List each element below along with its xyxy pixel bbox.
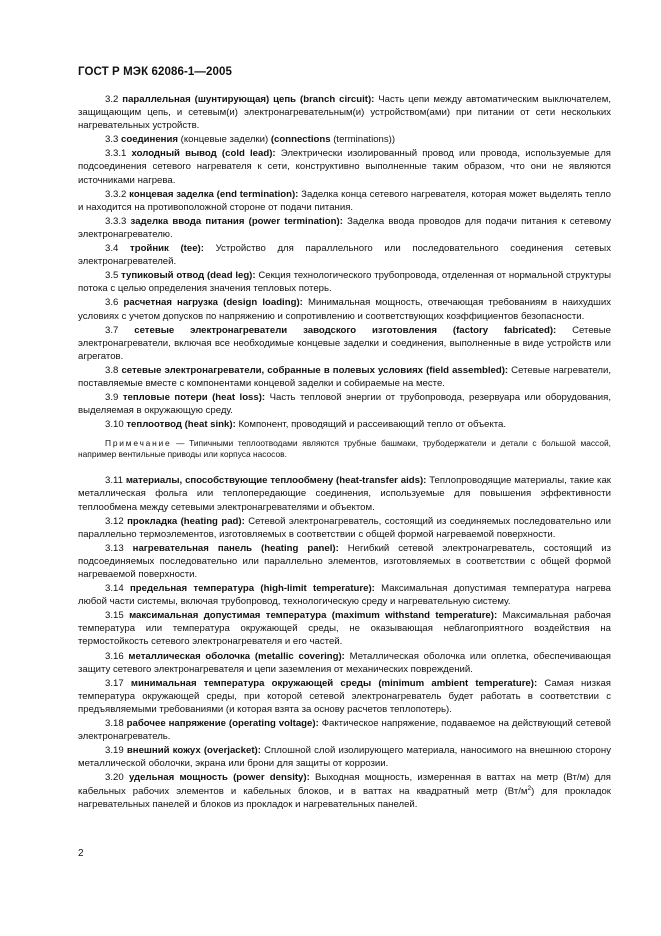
entry-definition: Сетевые электронагреватели, включая все необходимые концевые заделки и соединения, выполненные в виде устройств или агрегатов. bbox=[78, 324, 612, 362]
entry-3-16 bbox=[78, 650, 611, 676]
entry-term: сетевые электронагреватели, собранные в полевых условиях (field assembled): bbox=[121, 364, 509, 376]
entry-term: предельная температура (high-limit temperature): bbox=[129, 583, 375, 595]
entry-number: 3.5 bbox=[105, 270, 119, 282]
entry-definition-english: (terminations)) bbox=[330, 134, 396, 146]
entry-definition: Устройство для параллельного или последовательного соединения сетевых электронагревателей. bbox=[78, 243, 611, 268]
entry-term: тройник (tee): bbox=[130, 243, 204, 255]
entry-definition: Минимальная мощность, отвечающая требованиям в наихудших условиях с учетом допусков по напряжению и сопротивлению и соответствующих коэффициентов безопасности. bbox=[78, 297, 611, 322]
entry-term: материалы, способствующие теплообмену (heat-transfer aids): bbox=[125, 475, 427, 487]
entry-number: 3.20 bbox=[105, 772, 124, 784]
entry-3-18 bbox=[78, 717, 611, 743]
entry-term: прокладка (heating pad): bbox=[127, 515, 245, 527]
entry-number: 3.6 bbox=[105, 297, 119, 309]
entry-number: 3.3.3 bbox=[105, 215, 127, 227]
entry-number: 3.4 bbox=[105, 243, 119, 255]
entry-number: 3.3.2 bbox=[105, 188, 127, 200]
entry-term: внешний кожух (overjacket): bbox=[126, 745, 261, 757]
entry-definition: Максимальная рабочая температура или температура окружающей среды, не оказывающая неблагоприятного воздействия на термостойкость сетевого электронагревателя и его частей. bbox=[78, 610, 612, 648]
entry-number: 3.2 bbox=[105, 94, 119, 105]
entry-3-13 bbox=[78, 542, 611, 581]
entry-number: 3.16 bbox=[105, 650, 124, 662]
entry-definition: Заделка ввода проводов для подачи питания к сетевому электронагревателю. bbox=[78, 215, 611, 240]
entry-3-19 bbox=[78, 744, 611, 770]
entry-3-3-1 bbox=[78, 147, 611, 186]
entry-number: 3.18 bbox=[105, 718, 124, 730]
entry-3-4 bbox=[78, 242, 611, 268]
entry-number: 3.7 bbox=[105, 324, 119, 336]
entry-number: 3.3 bbox=[105, 134, 119, 146]
page-number: 2 bbox=[78, 848, 84, 859]
entry-definition: Секция технологического трубопровода, отделенная от нормальной структуры потока с целью определения значения тепловых потерь. bbox=[78, 270, 611, 295]
entry-number: 3.15 bbox=[105, 610, 124, 622]
entry-term: удельная мощность (power density): bbox=[128, 772, 310, 784]
entry-3-17 bbox=[78, 677, 611, 716]
entry-term: расчетная нагрузка (design loading): bbox=[123, 297, 303, 309]
entry-3-10 bbox=[78, 418, 611, 431]
entry-3-5 bbox=[78, 269, 611, 295]
entry-definition: Самая низкая температура окружающей среды, при которой сетевой электронагреватель будет работать в соответствии с предъявляемыми требованиями (и которая взята за основу расчетов теплопотерь). bbox=[78, 677, 612, 715]
entry-number: 3.3.1 bbox=[105, 148, 127, 160]
note-label: Примечание bbox=[105, 438, 172, 449]
note-text: — Типичными теплоотводами являются трубные башмаки, трубодержатели и детали с большой массой, например вентильные приводы или корпуса насосов. bbox=[78, 438, 611, 460]
entry-3-12 bbox=[78, 515, 611, 541]
note bbox=[78, 438, 611, 460]
entry-number: 3.19 bbox=[105, 745, 124, 757]
entry-definition: Электрически изолированный провод или провода, используемые для подсоединения сетевого нагревателя к сети, конструктивно выполненные таким образом, что они не являются источниками нагрева. bbox=[78, 148, 611, 186]
entry-term: параллельная (шунтирующая) цепь (branch circuit): bbox=[122, 94, 375, 105]
entry-definition: Часть тепловой энергии от трубопровода, резервуара или оборудования, выделяемая в окружающую среду. bbox=[78, 392, 612, 417]
entry-3-3-3 bbox=[78, 215, 611, 241]
entry-term: теплоотвод (heat sink): bbox=[126, 419, 236, 431]
entry-number: 3.17 bbox=[105, 677, 124, 689]
entry-term-english: (connections bbox=[270, 134, 331, 146]
entry-number: 3.10 bbox=[105, 419, 124, 431]
entry-3-20 bbox=[78, 771, 611, 810]
entry-3-14 bbox=[78, 582, 611, 608]
entry-term: тупиковый отвод (dead leg): bbox=[121, 270, 256, 282]
entry-definition-continued: ) для прокладок нагревательных панелей и блоков из прокладок и нагревательных панелей. bbox=[78, 785, 612, 810]
entry-definition: Сетевой электронагреватель, состоящий из соединяемых последовательно или параллельно термоэлементов, изготовляемых в соответствии с общей формой нагреваемой поверхности. bbox=[78, 515, 611, 540]
entry-term: нагревательная панель (heating panel): bbox=[132, 542, 339, 554]
entry-3-2 bbox=[78, 93, 611, 132]
entry-number: 3.13 bbox=[105, 542, 124, 554]
entry-definition: Металлическая оболочка или оплетка, обеспечивающая защиту сетевого электронагревателя и цепи заземления от механических повреждений. bbox=[78, 650, 612, 675]
entry-term: максимальная допустимая температура (maximum withstand temperature): bbox=[129, 610, 498, 622]
entry-definition: Компонент, проводящий и рассеивающий тепло от объекта. bbox=[235, 419, 507, 431]
entry-3-3-2 bbox=[78, 188, 611, 214]
entry-definition: Сетевые нагреватели, поставляемые вместе с компонентами концевой заделки и собираемые на месте. bbox=[78, 364, 611, 389]
entry-term: холодный вывод (cold lead): bbox=[131, 148, 276, 160]
entry-3-11 bbox=[78, 474, 611, 513]
entry-definition: Часть цепи между автоматическим выключателем, защищающим цепь, и сетевым(и) электронагревательным(и) устройством(ами) при питании от сети нескольких нагревательных устройств. bbox=[78, 94, 611, 132]
entry-term: концевая заделка (end termination): bbox=[129, 188, 299, 200]
page-header: ГОСТ Р МЭК 62086-1—2005 bbox=[78, 66, 232, 78]
entry-number: 3.9 bbox=[105, 392, 119, 404]
entry-definition: Теплопроводящие материалы, такие как металлическая фольга или теплопередающие соединения, используемые для повышения эффективности теплообмена между сетевыми электронагревателями и объектом. bbox=[78, 475, 611, 513]
entry-3-7 bbox=[78, 324, 611, 363]
entry-number: 3.14 bbox=[105, 583, 124, 595]
entry-term: минимальная температура окружающей среды (minimum ambient temperature): bbox=[130, 677, 538, 689]
entry-3-9 bbox=[78, 391, 611, 417]
entry-3-8 bbox=[78, 364, 611, 390]
superscript-exponent: 2 bbox=[527, 784, 532, 792]
entry-number: 3.8 bbox=[105, 364, 119, 376]
entry-definition: Выходная мощность, измеренная в ваттах на метр (Вт/м) для кабельных рабочих элементов и кабельных блоков, и в ваттах на квадратный метр (Вт/м bbox=[78, 772, 611, 797]
entry-term: металлическая оболочка (metallic covering): bbox=[128, 650, 345, 662]
entry-term: соединения bbox=[121, 134, 178, 146]
entry-definition: Фактическое напряжение, подаваемое на действующий сетевой электронагреватель. bbox=[78, 718, 611, 743]
entry-3-3 bbox=[78, 133, 611, 146]
entry-number: 3.11 bbox=[105, 475, 123, 487]
document-body bbox=[78, 93, 611, 811]
entry-definition: Максимальная допустимая температура нагрева любой части системы, включая трубопровод, технологическую среду и нагревательную систему. bbox=[78, 583, 611, 608]
entry-number: 3.12 bbox=[105, 515, 124, 527]
entry-3-15 bbox=[78, 609, 611, 648]
entry-term: сетевые электронагреватели заводского изготовления (factory fabricated): bbox=[134, 324, 557, 336]
entry-term: тепловые потери (heat loss): bbox=[122, 392, 266, 404]
entry-term: рабочее напряжение (operating voltage): bbox=[126, 718, 319, 730]
entry-definition: Заделка конца сетевого нагревателя, которая может выделять тепло и находится на противоположной стороне от подачи питания. bbox=[78, 188, 611, 213]
entry-3-6 bbox=[78, 296, 611, 322]
entry-definition: (концевые заделки) bbox=[177, 134, 271, 146]
entry-definition: Сплошной слой изолирующего материала, наносимого на внешнюю сторону металлической оболочки, экрана или брони для защиты от коррозии. bbox=[78, 745, 611, 770]
entry-definition: Негибкий сетевой электронагреватель, состоящий из подсоединяемых последовательно или параллельно элементов, изготовляемых в соответствии с общей формой нагреваемой поверхности. bbox=[78, 542, 611, 580]
entry-term: заделка ввода питания (power termination): bbox=[130, 215, 343, 227]
